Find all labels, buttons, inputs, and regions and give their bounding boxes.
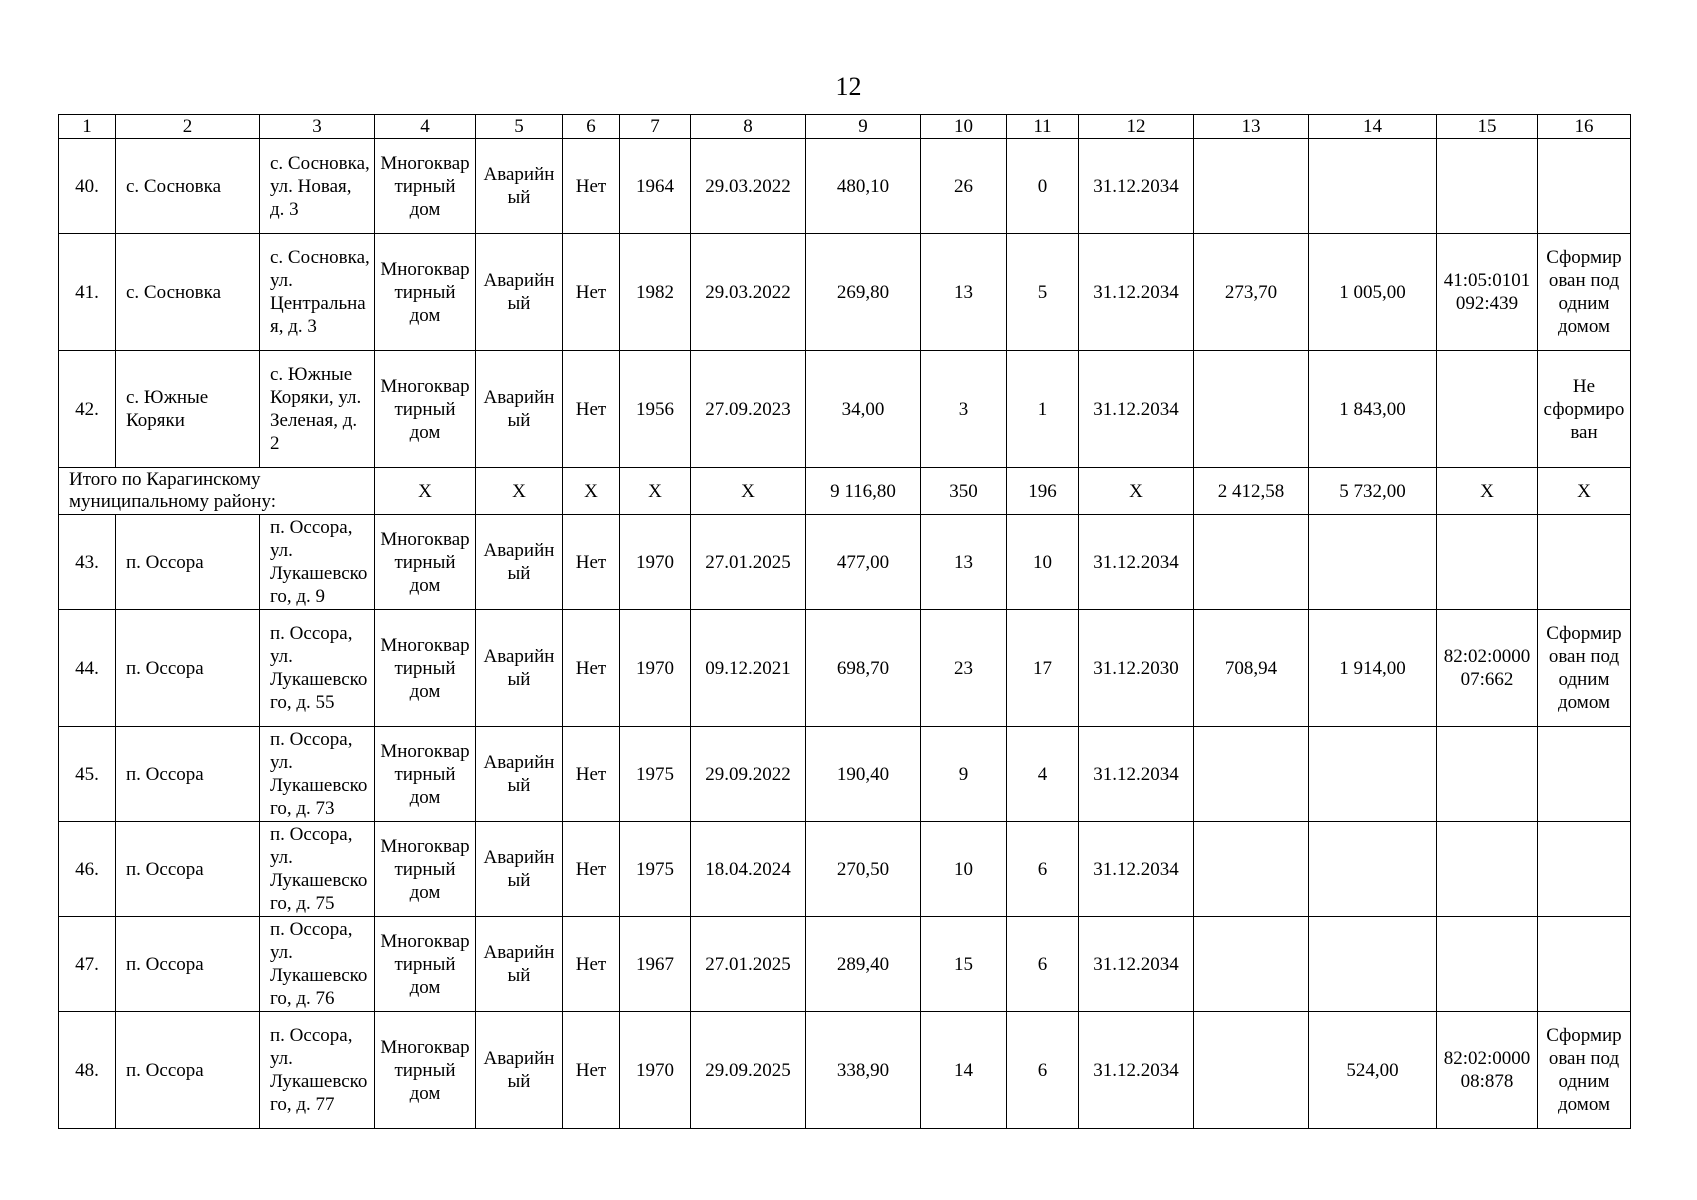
land-status	[1538, 727, 1631, 822]
total-cell: Х	[1079, 468, 1194, 515]
column-number: 5	[476, 115, 563, 139]
cell-11: 6	[1007, 917, 1079, 1012]
table-row	[59, 234, 1631, 351]
cell-6: Нет	[563, 139, 620, 234]
cell-11: 1	[1007, 351, 1079, 468]
table-row	[59, 139, 1631, 234]
table-row	[59, 727, 1631, 822]
cell-11: 6	[1007, 1012, 1079, 1129]
recognition-date: 27.09.2023	[691, 351, 806, 468]
column-number: 10	[921, 115, 1007, 139]
building-type: Многоквартирный дом	[375, 610, 476, 727]
cell-13	[1194, 351, 1309, 468]
cell-13	[1194, 727, 1309, 822]
column-number: 14	[1309, 115, 1437, 139]
total-cell: Х	[691, 468, 806, 515]
cell-6: Нет	[563, 610, 620, 727]
settlement: п. Оссора	[116, 822, 260, 917]
settlement: п. Оссора	[116, 515, 260, 610]
cell-11: 4	[1007, 727, 1079, 822]
land-area: 1 005,00	[1309, 234, 1437, 351]
settlement: п. Оссора	[116, 917, 260, 1012]
recognition-date: 29.09.2022	[691, 727, 806, 822]
year-built: 1982	[620, 234, 691, 351]
table-row	[59, 610, 1631, 727]
total-cell: Х	[563, 468, 620, 515]
year-built: 1970	[620, 610, 691, 727]
column-number: 3	[260, 115, 375, 139]
building-type: Многоквартирный дом	[375, 139, 476, 234]
recognition-date: 18.04.2024	[691, 822, 806, 917]
building-type: Многоквартирный дом	[375, 234, 476, 351]
residents: 13	[921, 234, 1007, 351]
row-number: 40.	[59, 139, 116, 234]
building-type: Многоквартирный дом	[375, 822, 476, 917]
recognition-date: 29.09.2025	[691, 1012, 806, 1129]
resettlement-date: 31.12.2034	[1079, 1012, 1194, 1129]
column-number: 6	[563, 115, 620, 139]
land-status	[1538, 822, 1631, 917]
area: 289,40	[806, 917, 921, 1012]
settlement: п. Оссора	[116, 727, 260, 822]
resettlement-date: 31.12.2030	[1079, 610, 1194, 727]
land-area	[1309, 727, 1437, 822]
condition: Аварийный	[476, 822, 563, 917]
cell-11: 10	[1007, 515, 1079, 610]
cell-6: Нет	[563, 727, 620, 822]
land-status	[1538, 515, 1631, 610]
address: п. Оссора, ул. Лукашевского, д. 75	[260, 822, 375, 917]
column-number-row	[59, 115, 1631, 139]
condition: Аварийный	[476, 515, 563, 610]
residents: 15	[921, 917, 1007, 1012]
column-number: 4	[375, 115, 476, 139]
table-row	[59, 1012, 1631, 1129]
row-number: 42.	[59, 351, 116, 468]
recognition-date: 27.01.2025	[691, 515, 806, 610]
resettlement-date: 31.12.2034	[1079, 727, 1194, 822]
cell-13	[1194, 515, 1309, 610]
cell-13: 273,70	[1194, 234, 1309, 351]
residents: 13	[921, 515, 1007, 610]
land-area: 524,00	[1309, 1012, 1437, 1129]
total-residents: 350	[921, 468, 1007, 515]
land-status	[1538, 917, 1631, 1012]
year-built: 1964	[620, 139, 691, 234]
total-cell: Х	[375, 468, 476, 515]
total-row	[59, 468, 1631, 515]
row-number: 47.	[59, 917, 116, 1012]
address: п. Оссора, ул. Лукашевского, д. 9	[260, 515, 375, 610]
residents: 26	[921, 139, 1007, 234]
column-number: 11	[1007, 115, 1079, 139]
resettlement-date: 31.12.2034	[1079, 822, 1194, 917]
recognition-date: 27.01.2025	[691, 917, 806, 1012]
residents: 23	[921, 610, 1007, 727]
total-cell-13: 2 412,58	[1194, 468, 1309, 515]
column-number: 13	[1194, 115, 1309, 139]
recognition-date: 29.03.2022	[691, 234, 806, 351]
resettlement-date: 31.12.2034	[1079, 917, 1194, 1012]
residents: 14	[921, 1012, 1007, 1129]
land-area: 1 914,00	[1309, 610, 1437, 727]
area: 269,80	[806, 234, 921, 351]
cadastral-number	[1437, 351, 1538, 468]
cadastral-number	[1437, 822, 1538, 917]
address: с. Сосновка, ул. Новая, д. 3	[260, 139, 375, 234]
land-area	[1309, 822, 1437, 917]
cadastral-number: 41:05:0101092:439	[1437, 234, 1538, 351]
year-built: 1975	[620, 822, 691, 917]
column-number: 8	[691, 115, 806, 139]
total-cell: Х	[1538, 468, 1631, 515]
cell-6: Нет	[563, 917, 620, 1012]
cell-11: 6	[1007, 822, 1079, 917]
cell-13	[1194, 822, 1309, 917]
resettlement-date: 31.12.2034	[1079, 351, 1194, 468]
cell-11: 5	[1007, 234, 1079, 351]
row-number: 45.	[59, 727, 116, 822]
area: 698,70	[806, 610, 921, 727]
cell-6: Нет	[563, 822, 620, 917]
cell-6: Нет	[563, 234, 620, 351]
residents: 3	[921, 351, 1007, 468]
row-number: 43.	[59, 515, 116, 610]
year-built: 1967	[620, 917, 691, 1012]
condition: Аварийный	[476, 139, 563, 234]
condition: Аварийный	[476, 351, 563, 468]
recognition-date: 09.12.2021	[691, 610, 806, 727]
total-cell: Х	[476, 468, 563, 515]
address: п. Оссора, ул. Лукашевского, д. 55	[260, 610, 375, 727]
cadastral-number	[1437, 727, 1538, 822]
row-number: 48.	[59, 1012, 116, 1129]
building-type: Многоквартирный дом	[375, 515, 476, 610]
area: 338,90	[806, 1012, 921, 1129]
condition: Аварийный	[476, 727, 563, 822]
year-built: 1970	[620, 1012, 691, 1129]
land-status: Не сформирован	[1538, 351, 1631, 468]
column-number: 9	[806, 115, 921, 139]
area: 34,00	[806, 351, 921, 468]
table-row	[59, 351, 1631, 468]
resettlement-date: 31.12.2034	[1079, 234, 1194, 351]
condition: Аварийный	[476, 234, 563, 351]
page-number: 12	[835, 72, 862, 101]
recognition-date: 29.03.2022	[691, 139, 806, 234]
table-row	[59, 917, 1631, 1012]
building-type: Многоквартирный дом	[375, 351, 476, 468]
settlement: с. Сосновка	[116, 139, 260, 234]
condition: Аварийный	[476, 610, 563, 727]
row-number: 41.	[59, 234, 116, 351]
cadastral-number: 82:02:000007:662	[1437, 610, 1538, 727]
row-number: 46.	[59, 822, 116, 917]
residents: 9	[921, 727, 1007, 822]
cadastral-number: 82:02:000008:878	[1437, 1012, 1538, 1129]
cell-11: 0	[1007, 139, 1079, 234]
cell-11: 17	[1007, 610, 1079, 727]
cell-6: Нет	[563, 351, 620, 468]
total-land-area: 5 732,00	[1309, 468, 1437, 515]
table-row	[59, 822, 1631, 917]
column-number: 1	[59, 115, 116, 139]
cell-6: Нет	[563, 515, 620, 610]
cell-13	[1194, 1012, 1309, 1129]
settlement: п. Оссора	[116, 1012, 260, 1129]
building-type: Многоквартирный дом	[375, 1012, 476, 1129]
total-cell-11: 196	[1007, 468, 1079, 515]
total-cell: Х	[620, 468, 691, 515]
cadastral-number	[1437, 917, 1538, 1012]
condition: Аварийный	[476, 1012, 563, 1129]
column-number: 2	[116, 115, 260, 139]
housing-register-table	[58, 114, 1631, 1129]
residents: 10	[921, 822, 1007, 917]
land-status: Сформирован под одним домом	[1538, 1012, 1631, 1129]
column-number: 16	[1538, 115, 1631, 139]
year-built: 1956	[620, 351, 691, 468]
resettlement-date: 31.12.2034	[1079, 515, 1194, 610]
year-built: 1970	[620, 515, 691, 610]
area: 480,10	[806, 139, 921, 234]
cadastral-number	[1437, 515, 1538, 610]
land-area	[1309, 515, 1437, 610]
building-type: Многоквартирный дом	[375, 727, 476, 822]
land-status: Сформирован под одним домом	[1538, 234, 1631, 351]
year-built: 1975	[620, 727, 691, 822]
area: 477,00	[806, 515, 921, 610]
land-area: 1 843,00	[1309, 351, 1437, 468]
total-area: 9 116,80	[806, 468, 921, 515]
address: с. Южные Коряки, ул. Зеленая, д. 2	[260, 351, 375, 468]
land-status: Сформирован под одним домом	[1538, 610, 1631, 727]
resettlement-date: 31.12.2034	[1079, 139, 1194, 234]
cell-13	[1194, 917, 1309, 1012]
cell-6: Нет	[563, 1012, 620, 1129]
total-label: Итого по Карагинскому муниципальному району:	[59, 468, 375, 515]
settlement: с. Южные Коряки	[116, 351, 260, 468]
column-number: 7	[620, 115, 691, 139]
column-number: 15	[1437, 115, 1538, 139]
cell-13: 708,94	[1194, 610, 1309, 727]
row-number: 44.	[59, 610, 116, 727]
cell-13	[1194, 139, 1309, 234]
settlement: с. Сосновка	[116, 234, 260, 351]
area: 190,40	[806, 727, 921, 822]
building-type: Многоквартирный дом	[375, 917, 476, 1012]
table-row	[59, 515, 1631, 610]
column-number: 12	[1079, 115, 1194, 139]
settlement: п. Оссора	[116, 610, 260, 727]
area: 270,50	[806, 822, 921, 917]
land-area	[1309, 139, 1437, 234]
condition: Аварийный	[476, 917, 563, 1012]
land-status	[1538, 139, 1631, 234]
address: п. Оссора, ул. Лукашевского, д. 77	[260, 1012, 375, 1129]
total-cell: Х	[1437, 468, 1538, 515]
cadastral-number	[1437, 139, 1538, 234]
land-area	[1309, 917, 1437, 1012]
address: с. Сосновка, ул. Центральная, д. 3	[260, 234, 375, 351]
address: п. Оссора, ул. Лукашевского, д. 76	[260, 917, 375, 1012]
address: п. Оссора, ул. Лукашевского, д. 73	[260, 727, 375, 822]
